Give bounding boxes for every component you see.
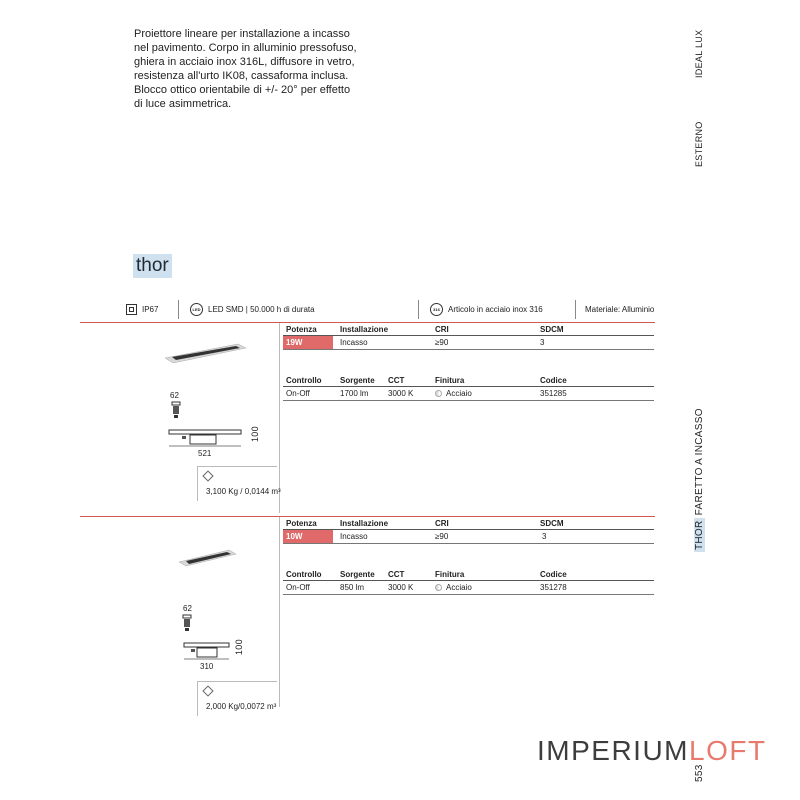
header-cell: CCT [388, 570, 405, 579]
header-cell: Codice [540, 570, 567, 579]
material-spec [585, 297, 654, 322]
imperiumloft-logo [537, 736, 767, 766]
column-divider [279, 323, 280, 513]
logo-accent-text: LOFT [689, 735, 767, 766]
header-cell: Finitura [435, 376, 465, 385]
column-divider [279, 517, 280, 707]
spec-table-1 [283, 323, 654, 350]
header-cell: CRI [435, 519, 449, 528]
header-cell: CCT [388, 376, 405, 385]
spec-table-2 [283, 374, 654, 401]
spec-table-2 [283, 568, 654, 595]
header-cell: Installazione [340, 325, 389, 334]
table-cell: ≥90 [435, 532, 449, 541]
package-icon [202, 470, 213, 481]
power-badge: 10W [283, 530, 333, 543]
side-product-label: THOR [694, 520, 705, 550]
table-row [283, 387, 654, 401]
led-icon: LED [190, 303, 203, 316]
table-header [283, 517, 654, 530]
page-number: 553 [694, 764, 705, 782]
header-cell: Potenza [286, 519, 317, 528]
led-spec [190, 297, 315, 322]
header-cell: Controllo [286, 570, 322, 579]
product-code: 351285 [540, 389, 567, 398]
header-cell: Sorgente [340, 376, 375, 385]
table-cell: 3000 K [388, 389, 414, 398]
side-category-label [694, 408, 705, 552]
dim-width: 310 [200, 662, 214, 671]
description-line: di luce asimmetrica. [134, 98, 232, 110]
steel-spec [430, 297, 543, 322]
dim-height: 62 [170, 391, 179, 400]
power-badge: 19W [283, 336, 333, 349]
header-cell: SDCM [540, 325, 564, 334]
finish-text: Acciaio [446, 389, 472, 398]
header-cell: Finitura [435, 570, 465, 579]
header-cell: CRI [435, 325, 449, 334]
steel-spec-text: Articolo in acciaio inox 316 [448, 305, 543, 314]
side-profile-drawing [170, 401, 182, 419]
table-row [283, 530, 654, 544]
weight-text: 3,100 Kg / 0,0144 m³ [206, 487, 281, 496]
description-line: Proiettore lineare per installazione a incasso [134, 28, 350, 40]
dim-width: 521 [198, 449, 212, 458]
table-cell: On-Off [286, 583, 310, 592]
table-cell: 3 [542, 532, 547, 541]
side-section-label: ESTERNO [694, 121, 704, 167]
table-header [283, 568, 654, 581]
product-code: 351278 [540, 583, 567, 592]
header-cell: SDCM [540, 519, 564, 528]
table-header [283, 323, 654, 336]
finish-swatch-icon [435, 390, 442, 397]
ip-square-icon [126, 304, 137, 315]
led-spec-text: LED SMD | 50.000 h di durata [208, 305, 315, 314]
description-line: ghiera in acciaio inox 316L, diffusore in vetro, [134, 56, 355, 68]
product-description [134, 27, 374, 111]
table-cell: On-Off [286, 389, 310, 398]
table-cell: ≥90 [435, 338, 449, 347]
spec-divider [178, 300, 179, 319]
table-cell: Incasso [340, 532, 368, 541]
weight-box [197, 681, 277, 716]
spec-divider [575, 300, 576, 319]
header-cell: Controllo [286, 376, 322, 385]
product-image-small [175, 546, 240, 568]
ip-rating-text: IP67 [142, 305, 159, 314]
table-cell: 850 lm [340, 583, 365, 592]
description-line: resistenza all'urto IK08, cassaforma inclusa. [134, 70, 349, 82]
side-brand-label: IDEAL LUX [694, 29, 704, 78]
dim-depth-text: 100 [234, 639, 244, 655]
dim-depth-text: 100 [250, 426, 260, 442]
description-line: nel pavimento. Corpo in alluminio pressofuso, [134, 42, 357, 54]
dim-height: 62 [183, 604, 192, 613]
spec-bar [120, 297, 655, 322]
side-profile-drawing [181, 614, 193, 632]
front-profile-drawing [183, 641, 231, 661]
table-cell: 1700 lm [340, 389, 369, 398]
weight-box [197, 466, 281, 501]
spec-table-1 [283, 517, 654, 544]
material-spec-text: Materiale: Alluminio [585, 305, 655, 314]
finish-cell [435, 583, 472, 592]
logo-main-text: IMPERIUM [537, 735, 689, 766]
table-cell: Incasso [340, 338, 368, 347]
header-cell: Sorgente [340, 570, 375, 579]
header-cell: Potenza [286, 325, 317, 334]
finish-text: Acciaio [446, 583, 472, 592]
front-profile-drawing [168, 428, 243, 448]
product-image-large [160, 338, 250, 366]
table-cell: 3 [540, 338, 545, 347]
header-cell: Codice [540, 376, 567, 385]
spec-divider [418, 300, 419, 319]
package-icon [202, 685, 213, 696]
product-title: thor [133, 254, 172, 278]
side-category-text: FARETTO A INCASSO [694, 408, 705, 516]
description-line: Blocco ottico orientabile di +/- 20° per effetto [134, 84, 351, 96]
weight-text: 2,000 Kg/0,0072 m³ [206, 702, 277, 711]
finish-swatch-icon [435, 584, 442, 591]
ip-rating [126, 297, 158, 322]
header-cell: Installazione [340, 519, 389, 528]
steel-316-icon: 316 [430, 303, 443, 316]
finish-cell [435, 389, 472, 398]
table-row [283, 336, 654, 350]
table-cell: 3000 K [388, 583, 414, 592]
table-row [283, 581, 654, 595]
table-header [283, 374, 654, 387]
